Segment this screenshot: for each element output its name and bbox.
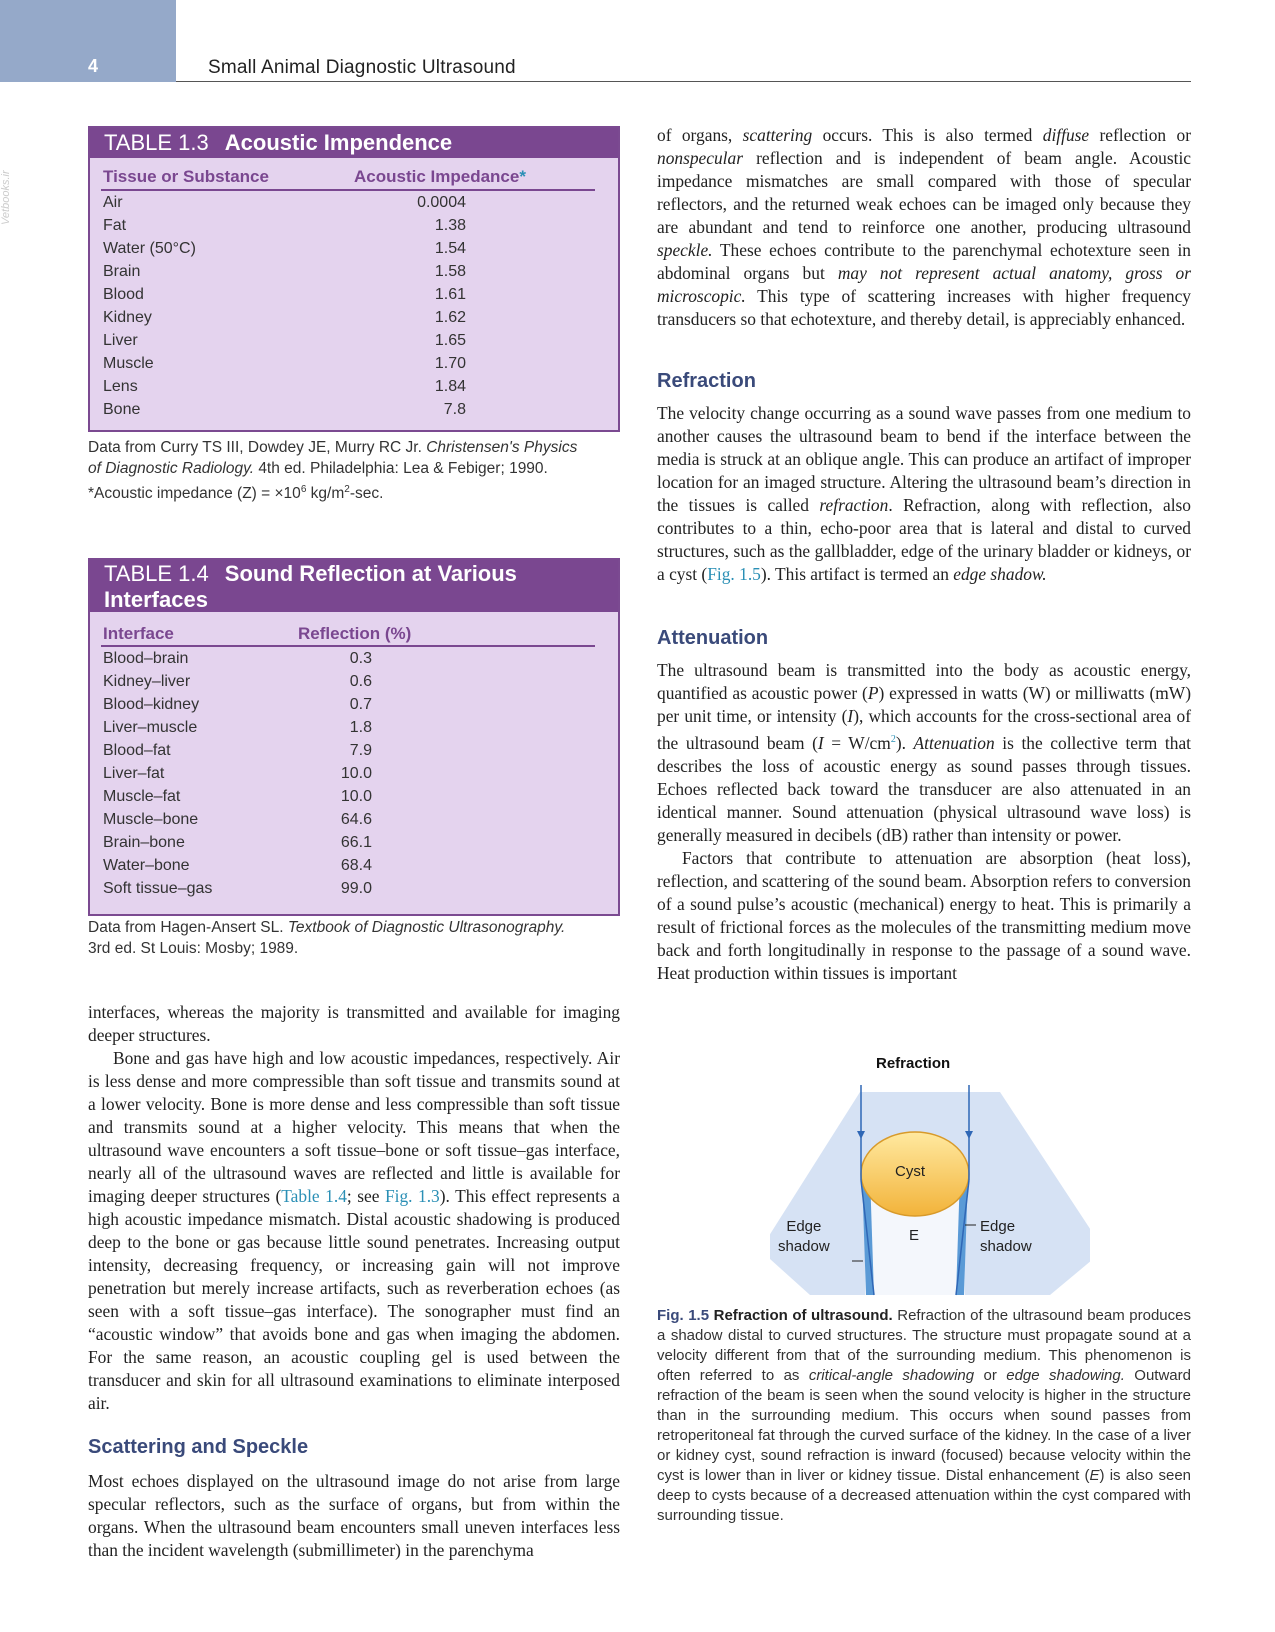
table-cell-value: 7.8 [443, 401, 466, 418]
table-cell-label: Lens [103, 378, 138, 395]
edge-shadow-left-label: Edge shadow [778, 1218, 830, 1255]
edge-shadow-right-label: Edge shadow [980, 1218, 1032, 1255]
table-cell-label: Blood–brain [103, 650, 189, 667]
table-1-4 [88, 558, 620, 916]
right-body-text-2 [657, 402, 1191, 586]
table-1-3-title: Acoustic Impendence [224, 130, 453, 155]
table-1-4-source-note: Data from Hagen-Ansert SL. Textbook of Diagnostic Ultrasonography. 3rd ed. St Louis: Mosby; 1989. [88, 919, 566, 957]
paragraph: of organs, scattering occurs. This is also termed diffuse reflection or nonspecular reflection and is independent of beam angle. Acoustic impedance mismatches are small compared with those of specular reflectors, and the returned weak echoes can be imaged only because they are abundant and tend to reinforce one another, producing ultrasound speckle. These echoes contribute to the parenchymal echotexture seen in abdominal organs but may not represent actual anatomy, gross or microscopic. This type of scattering increases with higher frequency transducers so that echotexture, and thereby detail, is appreciably enhanced. [657, 125, 1191, 329]
right-body-text [657, 124, 1191, 331]
figure-title: Refraction [876, 1055, 951, 1072]
table-1-4-title-bar [90, 560, 618, 612]
table-1-3-source-note: Data from Curry TS III, Dowdey JE, Murry RC Jr. Christensen's Physics of Diagnostic Radiology. 4th ed. Philadelphia: Lea & Febiger; 1990. *Acoustic impedance $(Z) = \times 10^6$ $kg/m^2-\sec$. [88, 439, 578, 503]
table-1-4-number: TABLE 1.4 [104, 561, 209, 586]
fig-1-5-link[interactable]: Fig. 1.5 [707, 564, 761, 584]
table-1-3-header-rule [101, 189, 595, 191]
left-body-text [88, 1001, 620, 1415]
table-cell-label: Air [103, 194, 123, 211]
table-cell-label: Water–bone [103, 857, 190, 874]
figure-label: Fig. 1.5 [657, 1307, 710, 1324]
table-1-3-col1-header: Tissue or Substance [103, 167, 269, 186]
table-cell-value: 0.6 [349, 673, 372, 690]
table-cell-label: Muscle–bone [103, 811, 199, 828]
table-cell-value: 1.61 [434, 286, 466, 303]
table-cell-label: Liver–muscle [103, 719, 198, 736]
cyst-label: Cyst [895, 1163, 925, 1180]
watermark: Vetbooks.ir [0, 170, 12, 225]
running-title: Small Animal Diagnostic Ultrasound [208, 57, 516, 78]
table-cell-value: 0.7 [349, 696, 372, 713]
table-cell-value: 1.8 [349, 719, 372, 736]
table-cell-value: 0.3 [349, 650, 372, 667]
table-cell-label: Muscle–fat [103, 788, 181, 805]
heading-attenuation: Attenuation [657, 627, 769, 649]
table-cell-value: 1.58 [434, 263, 466, 280]
table-cell-label: Fat [103, 217, 127, 234]
paragraph: The velocity change occurring as a sound wave passes from one medium to another causes the ultrasound beam to bend if the interface between the media is struck at an oblique angle. This can produce an artifact of improper location for an imaged structure. Altering the ultrasound beam’s direction in the tissues is called refraction. Refraction, along with reflection, also contributes to a thin, echo-poor area that is lateral and distal to curved structures, such as the gallbladder, edge of the urinary bladder or kidneys, or a cyst (Fig. 1.5). This artifact is termed an edge shadow. [657, 403, 1191, 584]
table-cell-value: 1.54 [434, 240, 466, 257]
table-cell-value: 1.84 [434, 378, 466, 395]
table-cell-value: 1.70 [434, 355, 466, 372]
table-1-3-col2-header: Acoustic Impedance* [354, 167, 526, 186]
figure-1-5 [770, 1055, 1090, 1305]
table-cell-value: 7.9 [349, 742, 372, 759]
paragraph: Most echoes displayed on the ultrasound image do not arise from large specular reflectors, such as the surface of organs, but from within the organs. When the ultrasound beam encounters small uneven interfaces less than the incident wavelength (submillimeter) in the parenchyma [88, 1471, 620, 1560]
table-cell-label: Bone [103, 401, 141, 418]
table-cell-value: 1.65 [434, 332, 466, 349]
table-cell-label: Soft tissue–gas [103, 880, 213, 897]
table-cell-value: 10.0 [340, 788, 372, 805]
paragraph: interfaces, whereas the majority is transmitted and available for imaging deeper structures. [88, 1002, 620, 1045]
table-cell-label: Muscle [103, 355, 154, 372]
table-cell-label: Liver [103, 332, 138, 349]
table-1-3 [88, 126, 620, 432]
table-1-4-link[interactable]: Table 1.4 [281, 1186, 347, 1206]
table-1-3-number: TABLE 1.3 [104, 130, 209, 155]
e-label: E [909, 1227, 920, 1244]
table-cell-label: Brain–bone [103, 834, 185, 851]
table-cell-label: Water (50°C) [103, 240, 196, 257]
page-number: 4 [88, 56, 99, 76]
table-1-4-col1-header: Interface [103, 624, 174, 643]
table-cell-label: Brain [103, 263, 141, 280]
refraction-diagram [770, 1055, 1090, 1305]
table-cell-label: Blood [103, 286, 144, 303]
table-1-4-col2-header: Reflection (%) [298, 624, 412, 643]
fig-1-3-link[interactable]: Fig. 1.3 [384, 1186, 440, 1206]
table-cell-value: 1.38 [434, 217, 466, 234]
table-cell-label: Kidney–liver [103, 673, 191, 690]
right-body-text-3 [657, 659, 1191, 985]
table-1-4-header-rule [101, 645, 595, 647]
table-cell-label: Kidney [103, 309, 152, 326]
table-cell-value: 1.62 [434, 309, 466, 326]
table-1-4-title-line1: Sound Reflection at Various [224, 561, 517, 586]
figure-1-5-caption: Fig. 1.5 Refraction of ultrasound. Refraction of the ultrasound beam produces a shadow distal to curved structures. The structure must propagate sound at a velocity different from that of the surrounding medium. This phenomenon is often referred to as critical-angle shadowing or edge shadowing. Outward refraction of the beam is seen when the sound velocity is higher in the structure than in the surrounding medium. This occurs when sound passes from retroperitoneal fat through the curved surface of the kidney. In the case of a liver or kidney cyst, sound refraction is inward (focused) because velocity within the cyst is lower than in liver or kidney tissue. Distal enhancement (E) is also seen deep to cysts because of a decreased attenuation within the cyst compared with surrounding tissue. [657, 1307, 1192, 1524]
paragraph: Factors that contribute to attenuation are absorption (heat loss), reflection, and scattering of the sound beam. Absorption refers to conversion of a sound pulse’s acoustic (mechanical) energy to heat. This is primarily a result of frictional forces as the molecules of the transmitting medium move back and forth longitudinally in response to the passage of a sound wave. Heat production within tissues is important [657, 847, 1191, 983]
paragraph: The ultrasound beam is transmitted into the body as acoustic energy, quantified as acoustic power (P) expressed in watts (W) or milliwatts (mW) per unit time, or intensity (I), which accounts for the cross-sectional area of the ultrasound beam $(I = W/cm^2)$. Attenuation is the collective term that describes the loss of acoustic energy as sound passes through tissues. Echoes reflected back toward the transducer are also attenuated in an identical manner. Sound attenuation (physical ultrasound wave loss) is generally measured in decibels (dB) rather than intensity or power. [657, 660, 1192, 845]
heading-refraction: Refraction [657, 370, 756, 392]
figure-caption-title: Refraction of ultrasound. [713, 1307, 893, 1324]
table-cell-label: Liver–fat [103, 765, 165, 782]
table-cell-label: Blood–fat [103, 742, 171, 759]
paragraph: Bone and gas have high and low acoustic impedances, respectively. Air is less dense and more compressible than soft tissue and transmits sound at a lower velocity. Bone is more dense and less compressible than soft tissue and transmits sound at a higher velocity. This means that when the ultrasound wave encounters a soft tissue–bone or soft tissue–gas interface, nearly all of the ultrasound waves are reflected and little is available for imaging deeper structures (Table 1.4; see Fig. 1.3). This effect represents a high acoustic impedance mismatch. Distal acoustic shadowing is produced deep to the bone or gas because little sound penetrates. Increasing output intensity, decreasing frequency, or increasing gain will not improve penetration but merely increase artifacts, such as reverberation echoes (as seen with a soft tissue–gas interface). The sonographer must find an “acoustic window” that avoids bone and gas when imaging the abdomen. For the same reason, an acoustic coupling gel is used between the transducer and skin for all ultrasound examinations to eliminate interposed air. [88, 1048, 620, 1413]
table-1-3-title-bar [90, 128, 618, 158]
table-cell-value: 99.0 [340, 880, 372, 897]
table-cell-value: 64.6 [340, 811, 372, 828]
table-cell-value: 0.0004 [417, 194, 466, 211]
table-cell-value: 10.0 [340, 765, 372, 782]
left-body-text-2 [88, 1470, 620, 1562]
heading-scattering-speckle: Scattering and Speckle [88, 1436, 309, 1458]
table-1-4-title-line2: Interfaces [104, 587, 208, 612]
table-cell-value: 68.4 [340, 857, 372, 874]
header-rule [176, 81, 1191, 82]
table-cell-label: Blood–kidney [103, 696, 200, 713]
table-cell-value: 66.1 [340, 834, 372, 851]
